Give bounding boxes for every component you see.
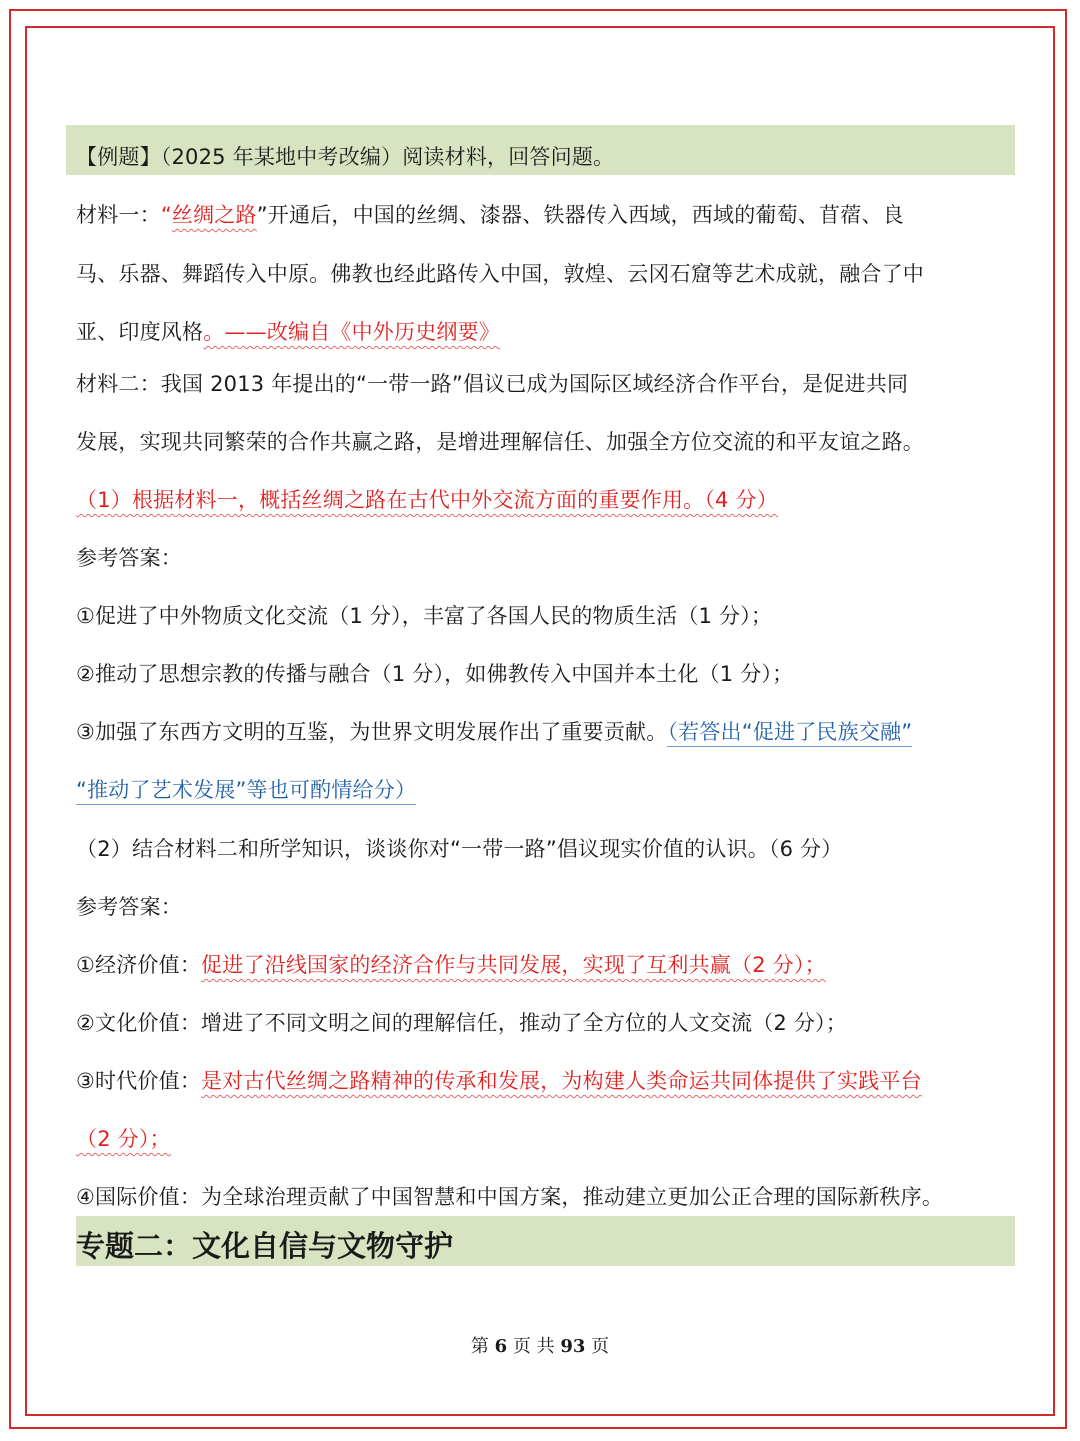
- q2-answer-1: [76, 950, 826, 980]
- q1-answer-3-note2: “推动了艺术发展”等也可酌情给分）: [76, 778, 416, 805]
- q2-answer-1-text: 促进了沿线国家的经济合作与共同发展，实现了互利共赢（2 分）；: [201, 953, 826, 977]
- q2-answer-label: 参考答案：: [76, 895, 182, 919]
- q2-answer-4: ④国际价值：为全球治理贡献了中国智慧和中国方案，推动建立更加公正合理的国际新秩序。: [76, 1185, 944, 1209]
- material2-line2: 发展，实现共同繁荣的合作共赢之路，是增进理解信任、加强全方位交流的和平友谊之路。: [76, 430, 924, 454]
- q2-answer-2: ②文化价值：增进了不同文明之间的理解信任，推动了全方位的人文交流（2 分）；: [76, 1011, 847, 1035]
- material1-line1-rest: ”开通后，中国的丝绸、漆器、铁器传入西域，西域的葡萄、苜蓿、良: [256, 203, 904, 227]
- q1-answer-3-cont: [76, 775, 416, 805]
- material1-line3-start: 亚、印度风格: [76, 320, 204, 344]
- material1-highlight: 丝绸之路: [171, 203, 257, 227]
- q1-answer-2: ②推动了思想宗教的传播与融合（1 分），如佛教传入中国并本土化（1 分）；: [76, 662, 794, 686]
- example-header: 【例题】（2025 年某地中考改编）阅读材料，回答问题。: [76, 145, 615, 169]
- footer-page-number: 6: [494, 1336, 508, 1357]
- material1-line2: 马、乐器、舞蹈传入中原。佛教也经此路传入中国，敦煌、云冈石窟等艺术成就，融合了中: [76, 262, 924, 286]
- footer-prefix: 第: [470, 1336, 489, 1357]
- footer-total-pages: 93: [560, 1336, 586, 1357]
- q2-answer-3-label: ③时代价值：: [76, 1069, 202, 1093]
- q2-answer-1-label: ①经济价值：: [76, 953, 202, 977]
- q2-answer-3: [76, 1066, 922, 1096]
- section-title: 专题二：文化自信与文物守护: [76, 1229, 454, 1263]
- page-footer: [0, 1334, 1080, 1360]
- q2-question: （2）结合材料二和所学知识，谈谈你对“一带一路”倡议现实价值的认识。（6 分）: [76, 837, 843, 861]
- footer-suffix: 页: [591, 1336, 610, 1357]
- material1-source: 。——改编自《中外历史纲要》: [203, 320, 501, 344]
- material1-quote-open: “: [160, 203, 172, 227]
- q2-answer-3-cont-text: （2 分）；: [76, 1127, 171, 1151]
- material1-line1: [76, 200, 904, 230]
- q1-answer-3-note1: （若答出“促进了民族交融”: [667, 720, 912, 747]
- q1-answer-1: ①促进了中外物质文化交流（1 分），丰富了各国人民的物质生活（1 分）；: [76, 604, 773, 628]
- q1-question-text: （1）根据材料一，概括丝绸之路在古代中外交流方面的重要作用。（4 分）: [76, 488, 778, 512]
- material1-prefix: 材料一：: [76, 203, 161, 227]
- q2-answer-3-cont: [76, 1124, 171, 1154]
- material1-line3: [76, 317, 500, 347]
- q2-answer-3-text: 是对古代丝绸之路精神的传承和发展，为构建人类命运共同体提供了实践平台: [201, 1069, 922, 1093]
- material2-line1: 材料二：我国 2013 年提出的“一带一路”倡议已成为国际区域经济合作平台，是促进共同: [76, 372, 909, 396]
- q1-answer-3-start: ③加强了东西方文明的互鉴，为世界文明发展作出了重要贡献。: [76, 720, 668, 744]
- q1-question: [76, 485, 778, 515]
- q1-answer-label: 参考答案：: [76, 546, 182, 570]
- footer-mid: 页 共: [512, 1336, 555, 1357]
- q1-answer-3: [76, 717, 912, 747]
